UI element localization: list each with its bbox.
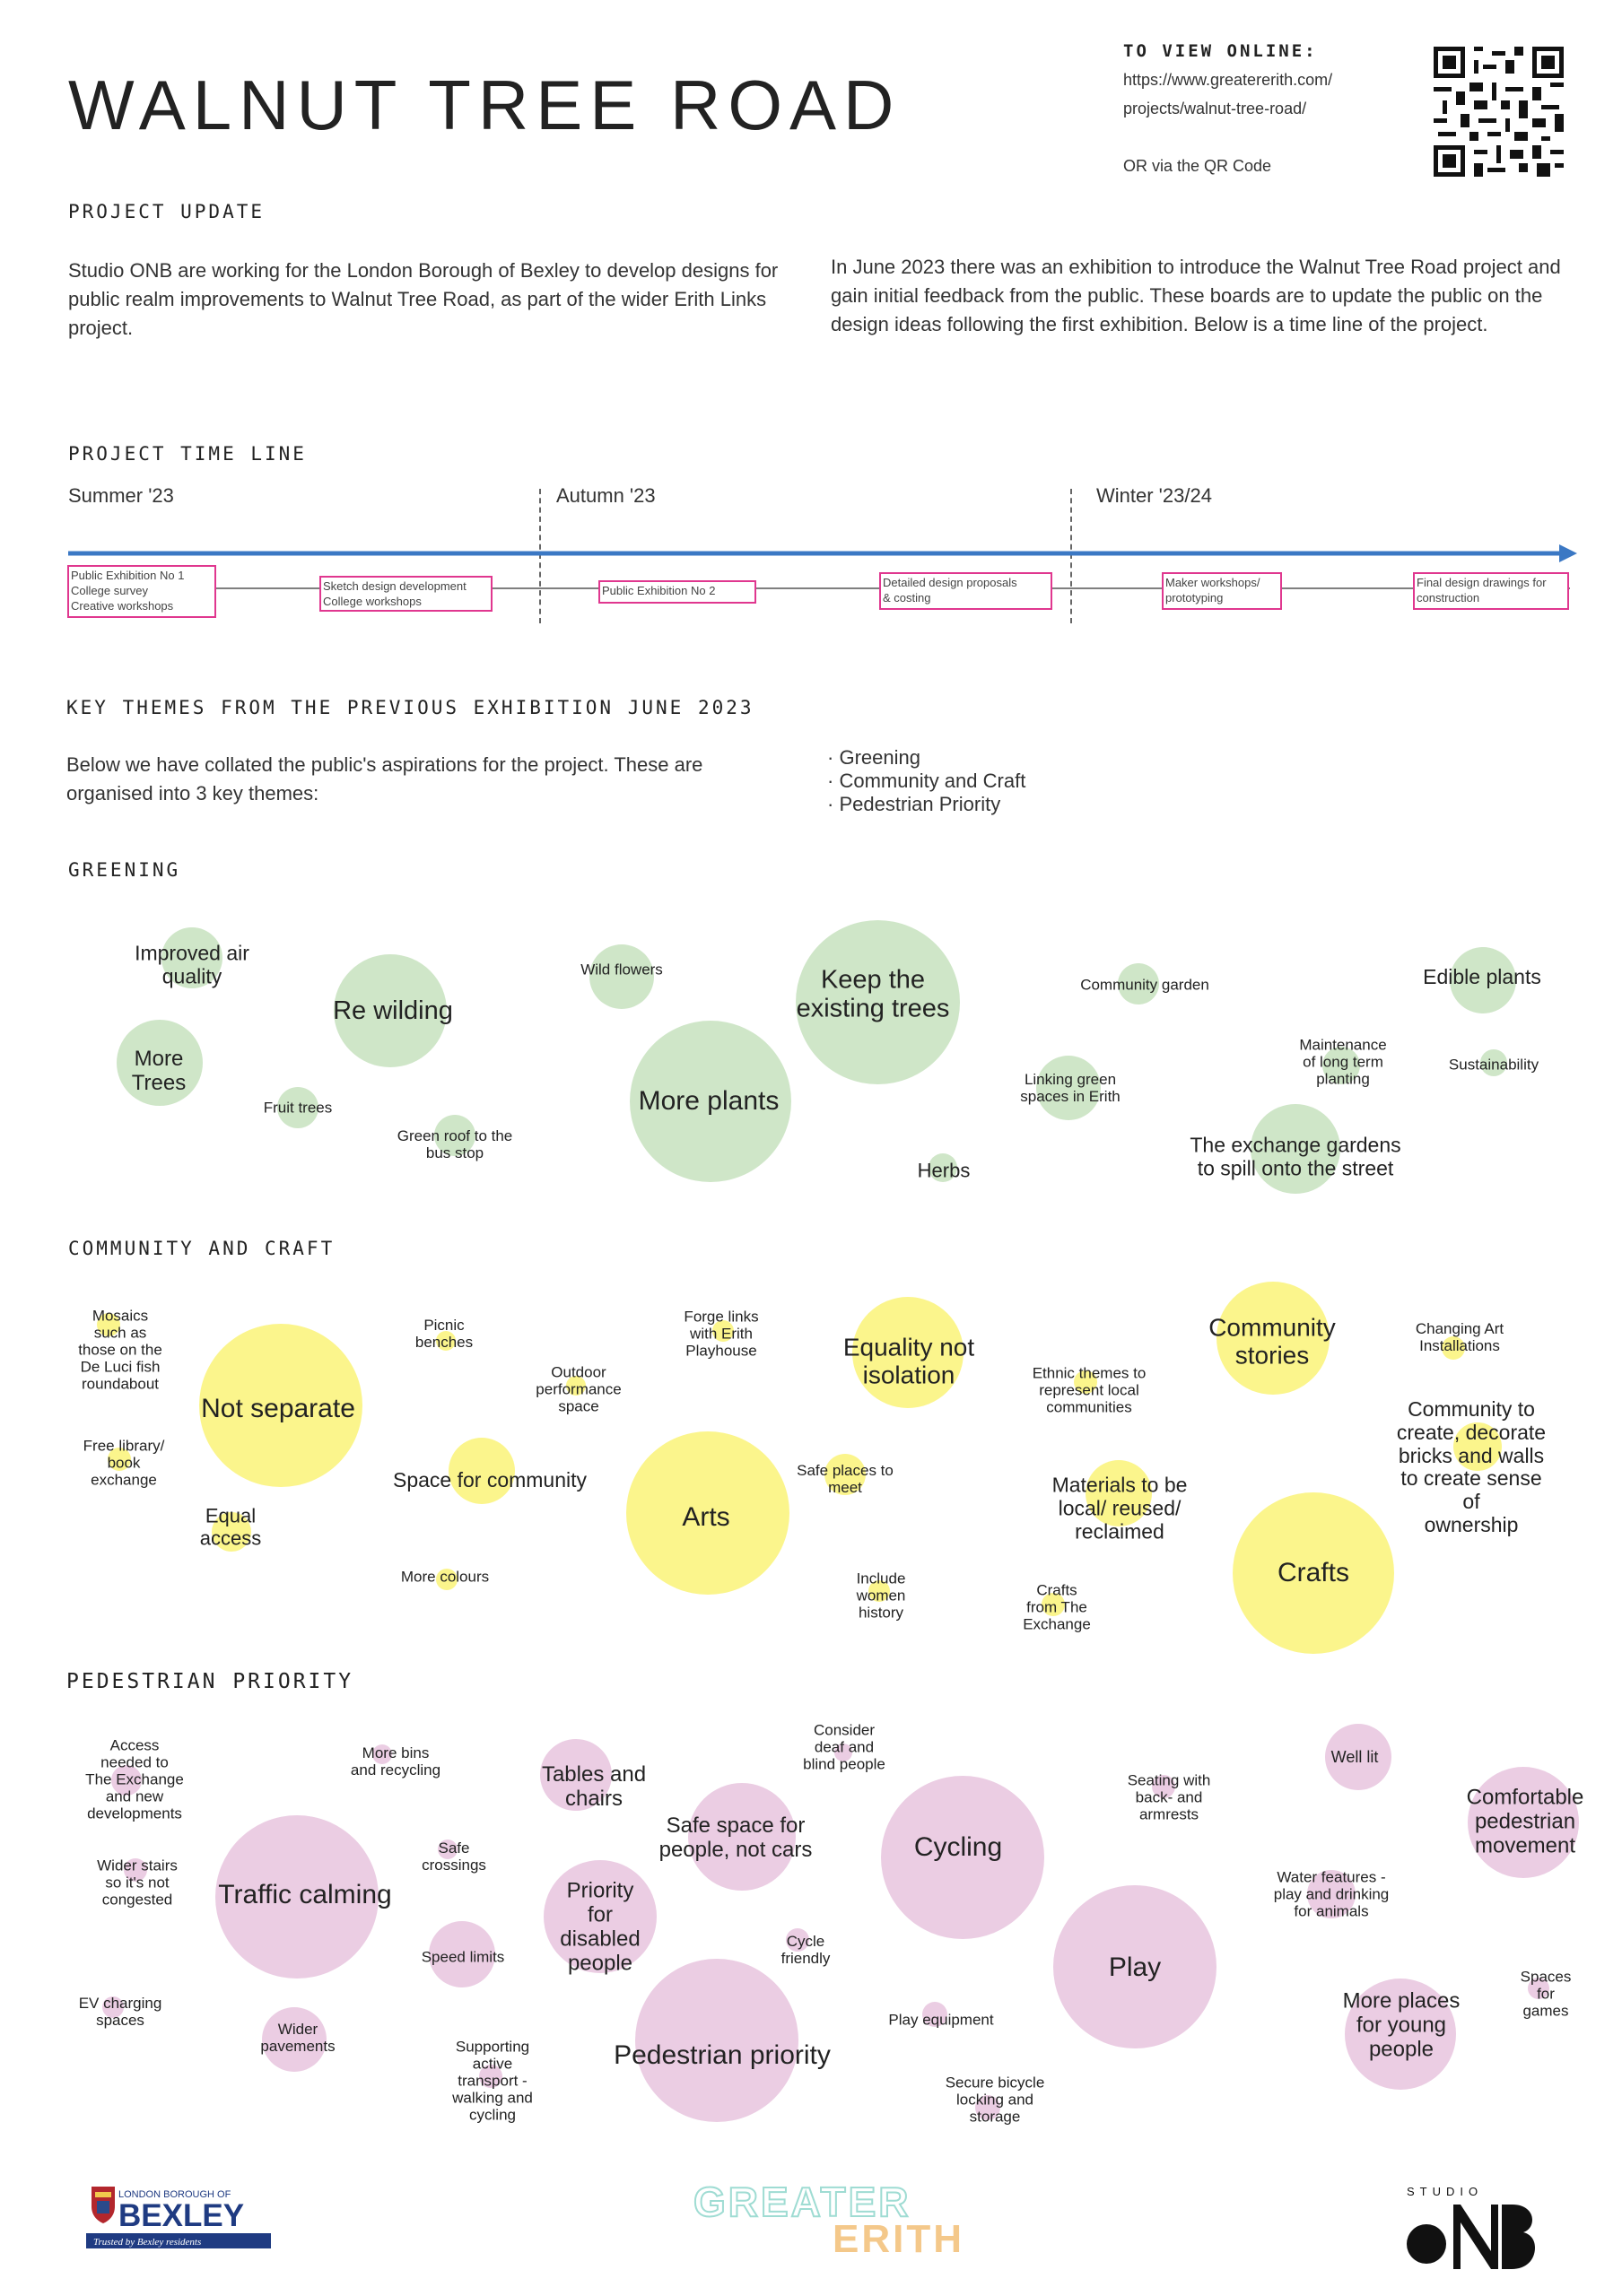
qr-note: OR via the QR Code bbox=[1123, 157, 1272, 175]
bubble-label: More Trees bbox=[131, 1047, 187, 1095]
bubble-label: Consider deaf and blind people bbox=[803, 1721, 885, 1773]
bubble-label: Re wilding bbox=[333, 996, 453, 1025]
bubble-label: The exchange gardens to spill onto the street bbox=[1190, 1133, 1401, 1179]
phase-summer: Summer '23 bbox=[68, 484, 174, 507]
key-theme-item: · Greening bbox=[827, 746, 1025, 770]
bubble-label: Community garden bbox=[1080, 976, 1209, 994]
bubble-label: Fruit trees bbox=[263, 1099, 333, 1117]
bubble-label: Ethnic themes to represent local communities bbox=[1032, 1364, 1147, 1416]
bubble-label: Priority for disabled people bbox=[560, 1878, 641, 1975]
pedestrian-heading: PEDESTRIAN PRIORITY bbox=[66, 1670, 354, 1693]
bubble-label: Water features - play and drinking for animals bbox=[1273, 1868, 1390, 1920]
bubble-label: Pedestrian priority bbox=[614, 2040, 831, 2071]
key-theme-item: · Pedestrian Priority bbox=[827, 793, 1025, 816]
bubble-label: Sustainability bbox=[1448, 1056, 1539, 1074]
bubble-label: Equality not isolation bbox=[842, 1333, 975, 1389]
bubble-label: Arts bbox=[682, 1502, 730, 1533]
bubble-label: Secure bicycle locking and storage bbox=[945, 2074, 1045, 2126]
page-title: WALNUT TREE ROAD bbox=[68, 65, 902, 144]
bubble-label: Safe crossings bbox=[422, 1839, 486, 1874]
bubble-label: Outdoor performance space bbox=[536, 1363, 622, 1415]
bubble-label: Community to create, decorate bricks and walls to create sense of ownership bbox=[1396, 1396, 1547, 1536]
bubble-label: More places for young people bbox=[1342, 1988, 1461, 2062]
bubble-label: Wider pavements bbox=[260, 2020, 336, 2055]
bubble-label: More bins and recycling bbox=[350, 1744, 441, 1779]
bubble-label: Community stories bbox=[1208, 1313, 1336, 1370]
community-heading: COMMUNITY AND CRAFT bbox=[68, 1238, 336, 1259]
bubble-label: Picnic benches bbox=[414, 1316, 474, 1351]
bubble-label: Herbs bbox=[917, 1159, 971, 1182]
bubble-label: Equal access bbox=[199, 1504, 262, 1549]
key-theme-item: · Community and Craft bbox=[827, 770, 1025, 793]
timeline-step: Public Exhibition No 2 bbox=[598, 580, 756, 604]
bexley-name-text: BEXLEY bbox=[118, 2198, 245, 2233]
timeline-step: Sketch design development College workshops bbox=[319, 576, 493, 612]
studio-onb-text: STUDIO bbox=[1407, 2185, 1484, 2198]
bubble-label: Access needed to The Exchange and new developments bbox=[85, 1736, 184, 1822]
key-themes-list bbox=[827, 746, 1025, 816]
timeline-step: Detailed design proposals & costing bbox=[879, 572, 1052, 610]
bubble-label: Changing Art Installations bbox=[1415, 1319, 1504, 1354]
bubble-label: Linking green spaces in Erith bbox=[1020, 1070, 1121, 1105]
bexley-top-text: LONDON BOROUGH OF bbox=[118, 2189, 231, 2200]
online-heading: TO VIEW ONLINE: bbox=[1123, 41, 1318, 61]
bexley-tagline: Trusted by Bexley residents bbox=[93, 2237, 202, 2248]
bubble-label: Mosaics such as those on the De Luci fish roundabout bbox=[78, 1307, 162, 1393]
bubble-label: Seating with back- and armrests bbox=[1127, 1771, 1211, 1823]
studio-onb-logo bbox=[1405, 2199, 1539, 2271]
bubble-label: Include women history bbox=[856, 1570, 906, 1622]
bubble-label: Maintenance of long term planting bbox=[1299, 1036, 1387, 1088]
bubble-label: More colours bbox=[400, 1568, 490, 1586]
bubble-label: Supporting active transport - walking and cycling bbox=[452, 2038, 533, 2124]
timeline-heading: PROJECT TIME LINE bbox=[68, 443, 307, 465]
bubble-label: Play equipment bbox=[888, 2011, 994, 2029]
bubble-label: Keep the existing trees bbox=[796, 965, 950, 1023]
key-themes-intro: Below we have collated the public's aspirations for the project. These are organised into 3 key themes: bbox=[66, 753, 703, 804]
bubble-label: Safe places to meet bbox=[797, 1461, 894, 1496]
erith-logo-text: ERITH bbox=[833, 2217, 964, 2261]
project-update-left: Studio ONB are working for the London Borough of Bexley to develop designs for public realm improvements to Walnut Tree Road, as part of the wider Erith Links project. bbox=[68, 259, 779, 339]
bubble-label: Play bbox=[1108, 1952, 1162, 1983]
phase-autumn: Autumn '23 bbox=[556, 484, 656, 507]
bubble-label: Edible plants bbox=[1423, 965, 1541, 989]
bubble-label: Space for community bbox=[392, 1468, 588, 1492]
bubble-label: Well lit bbox=[1330, 1747, 1379, 1766]
bubble-label: Speed limits bbox=[421, 1948, 505, 1966]
bubble-label: Wild flowers bbox=[580, 961, 663, 978]
timeline-line bbox=[63, 538, 1579, 610]
bubble-label: Cycling bbox=[913, 1832, 1003, 1863]
bubble-label: Materials to be local/ reused/ reclaimed bbox=[1051, 1473, 1188, 1543]
bubble-label: Not separate bbox=[201, 1394, 355, 1424]
bubble-label: Traffic calming bbox=[218, 1880, 392, 1910]
bexley-logo bbox=[83, 2181, 276, 2251]
bubble-label: Crafts bbox=[1277, 1558, 1350, 1588]
greening-heading: GREENING bbox=[68, 859, 181, 881]
timeline-step: Public Exhibition No 1 College survey Creative workshops bbox=[67, 565, 216, 618]
bubble-label: Free library/ book exchange bbox=[83, 1437, 165, 1489]
bubble-label: Wider stairs so it's not congested bbox=[97, 1857, 178, 1909]
greater-logo-text: GREATER bbox=[693, 2179, 911, 2225]
bubble-label: More plants bbox=[638, 1086, 780, 1117]
bubble-label: Comfortable pedestrian movement bbox=[1466, 1785, 1584, 1858]
online-url-line2[interactable]: projects/walnut-tree-road/ bbox=[1123, 100, 1307, 117]
timeline-step: Maker workshops/ prototyping bbox=[1162, 572, 1282, 610]
online-url-line1[interactable]: https://www.greatererith.com/ bbox=[1123, 71, 1333, 89]
bubble-label: Tables and chairs bbox=[541, 1762, 647, 1811]
bubble-label: Green roof to the bus stop bbox=[397, 1126, 513, 1161]
bubble-label: Crafts from The Exchange bbox=[1023, 1581, 1091, 1633]
bubble-label: EV charging spaces bbox=[78, 1994, 162, 2029]
bubble-label: Spaces for games bbox=[1520, 1968, 1572, 2020]
bubble-label: Safe space for people, not cars bbox=[658, 1813, 813, 1862]
phase-winter: Winter '23/24 bbox=[1096, 484, 1212, 507]
key-themes-heading: KEY THEMES FROM THE PREVIOUS EXHIBITION JUNE 2023 bbox=[66, 697, 754, 718]
project-update-heading: PROJECT UPDATE bbox=[68, 201, 266, 222]
bubble-label: Forge links with Erith Playhouse bbox=[684, 1308, 759, 1360]
bubble-label: Cycle friendly bbox=[780, 1932, 831, 1967]
timeline-step: Final design drawings for construction bbox=[1413, 572, 1569, 610]
bubble-label: Improved air quality bbox=[135, 941, 249, 987]
qr-code[interactable] bbox=[1434, 47, 1564, 177]
project-update-right: In June 2023 there was an exhibition to introduce the Walnut Tree Road project and gain initial feedback from the public. These boards are to update the public on the design ideas following the first exhibition. Below is a time line of the project. bbox=[831, 256, 1561, 335]
